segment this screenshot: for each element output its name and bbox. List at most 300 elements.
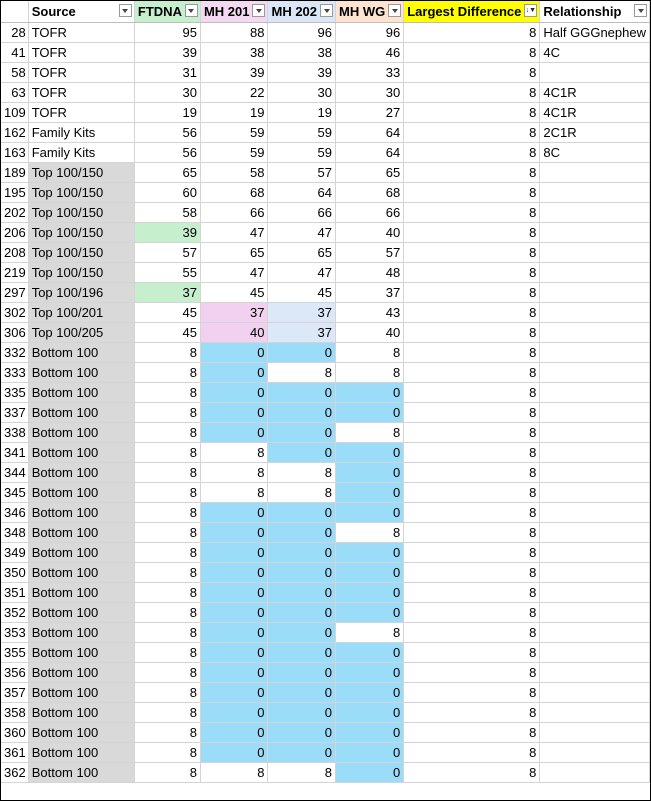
mhwg-cell[interactable]: 8 — [336, 623, 404, 643]
source-cell[interactable]: Bottom 100 — [28, 603, 134, 623]
relationship-cell[interactable] — [540, 463, 650, 483]
mh202-cell[interactable]: 0 — [268, 343, 336, 363]
row-number[interactable]: 355 — [1, 643, 28, 663]
ftdna-cell[interactable]: 8 — [134, 403, 200, 423]
relationship-cell[interactable] — [540, 163, 650, 183]
mhwg-cell[interactable]: 0 — [336, 543, 404, 563]
largest-difference-cell[interactable]: 8 — [404, 123, 540, 143]
relationship-cell[interactable] — [540, 223, 650, 243]
largest-difference-cell[interactable]: 8 — [404, 603, 540, 623]
mhwg-cell[interactable]: 48 — [336, 263, 404, 283]
mh201-cell[interactable]: 0 — [200, 703, 268, 723]
mhwg-cell[interactable]: 8 — [336, 363, 404, 383]
mh201-cell[interactable]: 8 — [200, 443, 268, 463]
source-cell[interactable]: Family Kits — [28, 123, 134, 143]
row-number[interactable]: 332 — [1, 343, 28, 363]
largest-difference-cell[interactable]: 8 — [404, 543, 540, 563]
mhwg-cell[interactable]: 0 — [336, 563, 404, 583]
ftdna-cell[interactable]: 8 — [134, 383, 200, 403]
relationship-cell[interactable] — [540, 603, 650, 623]
mh202-cell[interactable]: 59 — [268, 143, 336, 163]
mh201-cell[interactable]: 19 — [200, 103, 268, 123]
mh201-cell[interactable]: 68 — [200, 183, 268, 203]
ftdna-cell[interactable]: 95 — [134, 23, 200, 43]
ftdna-cell[interactable]: 8 — [134, 663, 200, 683]
mh201-cell[interactable]: 47 — [200, 223, 268, 243]
source-cell[interactable]: Top 100/150 — [28, 163, 134, 183]
largest-difference-cell[interactable]: 8 — [404, 443, 540, 463]
mh201-cell[interactable]: 0 — [200, 603, 268, 623]
ftdna-cell[interactable]: 56 — [134, 143, 200, 163]
mh201-cell[interactable]: 59 — [200, 123, 268, 143]
ftdna-cell[interactable]: 65 — [134, 163, 200, 183]
mh202-cell[interactable]: 0 — [268, 503, 336, 523]
mh202-cell[interactable]: 8 — [268, 363, 336, 383]
row-number[interactable]: 345 — [1, 483, 28, 503]
mh202-cell[interactable]: 19 — [268, 103, 336, 123]
relationship-cell[interactable] — [540, 283, 650, 303]
mhwg-cell[interactable]: 0 — [336, 583, 404, 603]
mh201-cell[interactable]: 0 — [200, 543, 268, 563]
mhwg-cell[interactable]: 8 — [336, 523, 404, 543]
ftdna-cell[interactable]: 8 — [134, 583, 200, 603]
mh202-cell[interactable]: 0 — [268, 743, 336, 763]
mhwg-cell[interactable]: 37 — [336, 283, 404, 303]
ftdna-cell[interactable]: 8 — [134, 723, 200, 743]
ftdna-cell[interactable]: 8 — [134, 463, 200, 483]
mh202-cell[interactable]: 0 — [268, 723, 336, 743]
mhwg-cell[interactable]: 66 — [336, 203, 404, 223]
mhwg-cell[interactable]: 27 — [336, 103, 404, 123]
mh202-cell[interactable]: 0 — [268, 683, 336, 703]
largest-difference-cell[interactable]: 8 — [404, 83, 540, 103]
row-number[interactable]: 302 — [1, 303, 28, 323]
row-number[interactable]: 41 — [1, 43, 28, 63]
row-number[interactable]: 202 — [1, 203, 28, 223]
relationship-cell[interactable] — [540, 203, 650, 223]
largest-difference-cell[interactable]: 8 — [404, 683, 540, 703]
largest-difference-cell[interactable]: 8 — [404, 383, 540, 403]
mh202-cell[interactable]: 8 — [268, 763, 336, 783]
relationship-cell[interactable] — [540, 763, 650, 783]
mh201-cell[interactable]: 88 — [200, 23, 268, 43]
mhwg-cell[interactable]: 65 — [336, 163, 404, 183]
relationship-cell[interactable] — [540, 443, 650, 463]
header-rownum[interactable] — [1, 1, 28, 23]
mhwg-cell[interactable]: 96 — [336, 23, 404, 43]
largest-difference-cell[interactable]: 8 — [404, 523, 540, 543]
mh201-cell[interactable]: 0 — [200, 623, 268, 643]
mh201-cell[interactable]: 0 — [200, 743, 268, 763]
ftdna-cell[interactable]: 39 — [134, 43, 200, 63]
mhwg-cell[interactable]: 8 — [336, 423, 404, 443]
source-cell[interactable]: Top 100/201 — [28, 303, 134, 323]
ftdna-cell[interactable]: 8 — [134, 763, 200, 783]
row-number[interactable]: 109 — [1, 103, 28, 123]
row-number[interactable]: 338 — [1, 423, 28, 443]
relationship-cell[interactable] — [540, 543, 650, 563]
row-number[interactable]: 358 — [1, 703, 28, 723]
relationship-cell[interactable]: 8C — [540, 143, 650, 163]
ftdna-cell[interactable]: 30 — [134, 83, 200, 103]
source-cell[interactable]: Top 100/150 — [28, 183, 134, 203]
ftdna-cell[interactable]: 8 — [134, 363, 200, 383]
mh201-cell[interactable]: 0 — [200, 423, 268, 443]
mh202-cell[interactable]: 0 — [268, 703, 336, 723]
mhwg-cell[interactable]: 68 — [336, 183, 404, 203]
filter-sort-icon[interactable] — [524, 4, 537, 17]
mh201-cell[interactable]: 22 — [200, 83, 268, 103]
relationship-cell[interactable] — [540, 683, 650, 703]
largest-difference-cell[interactable]: 8 — [404, 303, 540, 323]
ftdna-cell[interactable]: 8 — [134, 703, 200, 723]
row-number[interactable]: 344 — [1, 463, 28, 483]
relationship-cell[interactable] — [540, 323, 650, 343]
mh202-cell[interactable]: 0 — [268, 603, 336, 623]
ftdna-cell[interactable]: 8 — [134, 543, 200, 563]
header-mhwg[interactable] — [336, 1, 404, 23]
mh201-cell[interactable]: 0 — [200, 663, 268, 683]
row-number[interactable]: 348 — [1, 523, 28, 543]
source-cell[interactable]: Bottom 100 — [28, 683, 134, 703]
source-cell[interactable]: TOFR — [28, 63, 134, 83]
largest-difference-cell[interactable]: 8 — [404, 243, 540, 263]
relationship-cell[interactable] — [540, 703, 650, 723]
mh202-cell[interactable]: 0 — [268, 523, 336, 543]
header-source[interactable] — [28, 1, 134, 23]
relationship-cell[interactable] — [540, 483, 650, 503]
source-cell[interactable]: Bottom 100 — [28, 483, 134, 503]
ftdna-cell[interactable]: 8 — [134, 743, 200, 763]
ftdna-cell[interactable]: 8 — [134, 603, 200, 623]
ftdna-cell[interactable]: 31 — [134, 63, 200, 83]
relationship-cell[interactable] — [540, 363, 650, 383]
header-largest-difference[interactable] — [404, 1, 540, 23]
header-ftdna[interactable] — [134, 1, 200, 23]
relationship-cell[interactable]: Half GGGnephew — [540, 23, 650, 43]
filter-dropdown-icon[interactable] — [185, 4, 198, 17]
source-cell[interactable]: Bottom 100 — [28, 463, 134, 483]
largest-difference-cell[interactable]: 8 — [404, 463, 540, 483]
relationship-cell[interactable] — [540, 263, 650, 283]
source-cell[interactable]: Top 100/196 — [28, 283, 134, 303]
mh202-cell[interactable]: 0 — [268, 423, 336, 443]
source-cell[interactable]: Bottom 100 — [28, 743, 134, 763]
row-number[interactable]: 219 — [1, 263, 28, 283]
row-number[interactable]: 349 — [1, 543, 28, 563]
row-number[interactable]: 346 — [1, 503, 28, 523]
mh201-cell[interactable]: 8 — [200, 763, 268, 783]
source-cell[interactable]: Top 100/150 — [28, 263, 134, 283]
ftdna-cell[interactable]: 56 — [134, 123, 200, 143]
mh202-cell[interactable]: 0 — [268, 403, 336, 423]
largest-difference-cell[interactable]: 8 — [404, 403, 540, 423]
source-cell[interactable]: TOFR — [28, 23, 134, 43]
row-number[interactable]: 357 — [1, 683, 28, 703]
row-number[interactable]: 356 — [1, 663, 28, 683]
relationship-cell[interactable] — [540, 743, 650, 763]
relationship-cell[interactable] — [540, 663, 650, 683]
ftdna-cell[interactable]: 8 — [134, 503, 200, 523]
largest-difference-cell[interactable]: 8 — [404, 563, 540, 583]
ftdna-cell[interactable]: 45 — [134, 323, 200, 343]
largest-difference-cell[interactable]: 8 — [404, 183, 540, 203]
ftdna-cell[interactable]: 45 — [134, 303, 200, 323]
mhwg-cell[interactable]: 0 — [336, 463, 404, 483]
mh202-cell[interactable]: 39 — [268, 63, 336, 83]
largest-difference-cell[interactable]: 8 — [404, 263, 540, 283]
mh201-cell[interactable]: 37 — [200, 303, 268, 323]
relationship-cell[interactable] — [540, 343, 650, 363]
mhwg-cell[interactable]: 64 — [336, 143, 404, 163]
mh202-cell[interactable]: 8 — [268, 483, 336, 503]
ftdna-cell[interactable]: 57 — [134, 243, 200, 263]
filter-dropdown-icon[interactable] — [252, 4, 265, 17]
mhwg-cell[interactable]: 0 — [336, 383, 404, 403]
source-cell[interactable]: TOFR — [28, 83, 134, 103]
relationship-cell[interactable] — [540, 523, 650, 543]
largest-difference-cell[interactable]: 8 — [404, 363, 540, 383]
mhwg-cell[interactable]: 0 — [336, 443, 404, 463]
largest-difference-cell[interactable]: 8 — [404, 163, 540, 183]
largest-difference-cell[interactable]: 8 — [404, 723, 540, 743]
header-mh202[interactable] — [268, 1, 336, 23]
mh201-cell[interactable]: 0 — [200, 383, 268, 403]
source-cell[interactable]: Top 100/150 — [28, 223, 134, 243]
ftdna-cell[interactable]: 39 — [134, 223, 200, 243]
mh201-cell[interactable]: 38 — [200, 43, 268, 63]
source-cell[interactable]: Top 100/205 — [28, 323, 134, 343]
source-cell[interactable]: Bottom 100 — [28, 363, 134, 383]
relationship-cell[interactable] — [540, 563, 650, 583]
mh202-cell[interactable]: 96 — [268, 23, 336, 43]
row-number[interactable]: 297 — [1, 283, 28, 303]
source-cell[interactable]: Bottom 100 — [28, 663, 134, 683]
source-cell[interactable]: Bottom 100 — [28, 763, 134, 783]
row-number[interactable]: 335 — [1, 383, 28, 403]
mh202-cell[interactable]: 59 — [268, 123, 336, 143]
row-number[interactable]: 333 — [1, 363, 28, 383]
source-cell[interactable]: TOFR — [28, 43, 134, 63]
relationship-cell[interactable] — [540, 63, 650, 83]
row-number[interactable]: 353 — [1, 623, 28, 643]
source-cell[interactable]: TOFR — [28, 103, 134, 123]
row-number[interactable]: 306 — [1, 323, 28, 343]
mhwg-cell[interactable]: 40 — [336, 223, 404, 243]
ftdna-cell[interactable]: 37 — [134, 283, 200, 303]
mh201-cell[interactable]: 39 — [200, 63, 268, 83]
mhwg-cell[interactable]: 8 — [336, 343, 404, 363]
header-relationship[interactable] — [540, 1, 650, 23]
largest-difference-cell[interactable]: 8 — [404, 283, 540, 303]
relationship-cell[interactable] — [540, 183, 650, 203]
ftdna-cell[interactable]: 60 — [134, 183, 200, 203]
mh202-cell[interactable]: 0 — [268, 643, 336, 663]
mh202-cell[interactable]: 45 — [268, 283, 336, 303]
largest-difference-cell[interactable]: 8 — [404, 63, 540, 83]
largest-difference-cell[interactable]: 8 — [404, 583, 540, 603]
relationship-cell[interactable] — [540, 723, 650, 743]
mh202-cell[interactable]: 8 — [268, 463, 336, 483]
ftdna-cell[interactable]: 19 — [134, 103, 200, 123]
filter-dropdown-icon[interactable] — [388, 4, 401, 17]
mhwg-cell[interactable]: 0 — [336, 743, 404, 763]
row-number[interactable]: 195 — [1, 183, 28, 203]
source-cell[interactable]: Bottom 100 — [28, 523, 134, 543]
mhwg-cell[interactable]: 0 — [336, 483, 404, 503]
source-cell[interactable]: Top 100/150 — [28, 203, 134, 223]
largest-difference-cell[interactable]: 8 — [404, 323, 540, 343]
mh201-cell[interactable]: 59 — [200, 143, 268, 163]
mhwg-cell[interactable]: 64 — [336, 123, 404, 143]
mh202-cell[interactable]: 0 — [268, 663, 336, 683]
relationship-cell[interactable]: 4C — [540, 43, 650, 63]
mhwg-cell[interactable]: 0 — [336, 663, 404, 683]
mhwg-cell[interactable]: 0 — [336, 763, 404, 783]
mhwg-cell[interactable]: 46 — [336, 43, 404, 63]
mh201-cell[interactable]: 0 — [200, 403, 268, 423]
source-cell[interactable]: Bottom 100 — [28, 643, 134, 663]
relationship-cell[interactable] — [540, 503, 650, 523]
ftdna-cell[interactable]: 8 — [134, 443, 200, 463]
largest-difference-cell[interactable]: 8 — [404, 503, 540, 523]
row-number[interactable]: 361 — [1, 743, 28, 763]
mhwg-cell[interactable]: 57 — [336, 243, 404, 263]
ftdna-cell[interactable]: 8 — [134, 643, 200, 663]
ftdna-cell[interactable]: 55 — [134, 263, 200, 283]
mh201-cell[interactable]: 0 — [200, 523, 268, 543]
ftdna-cell[interactable]: 58 — [134, 203, 200, 223]
mhwg-cell[interactable]: 0 — [336, 403, 404, 423]
mh202-cell[interactable]: 0 — [268, 383, 336, 403]
relationship-cell[interactable]: 4C1R — [540, 103, 650, 123]
ftdna-cell[interactable]: 8 — [134, 683, 200, 703]
mh201-cell[interactable]: 0 — [200, 563, 268, 583]
mh201-cell[interactable]: 8 — [200, 483, 268, 503]
mh202-cell[interactable]: 0 — [268, 563, 336, 583]
largest-difference-cell[interactable]: 8 — [404, 423, 540, 443]
largest-difference-cell[interactable]: 8 — [404, 643, 540, 663]
row-number[interactable]: 63 — [1, 83, 28, 103]
source-cell[interactable]: Bottom 100 — [28, 423, 134, 443]
mh201-cell[interactable]: 0 — [200, 363, 268, 383]
row-number[interactable]: 208 — [1, 243, 28, 263]
row-number[interactable]: 189 — [1, 163, 28, 183]
mh202-cell[interactable]: 0 — [268, 543, 336, 563]
largest-difference-cell[interactable]: 8 — [404, 483, 540, 503]
largest-difference-cell[interactable]: 8 — [404, 623, 540, 643]
largest-difference-cell[interactable]: 8 — [404, 23, 540, 43]
row-number[interactable]: 351 — [1, 583, 28, 603]
source-cell[interactable]: Bottom 100 — [28, 623, 134, 643]
mh202-cell[interactable]: 66 — [268, 203, 336, 223]
mh201-cell[interactable]: 66 — [200, 203, 268, 223]
mh202-cell[interactable]: 65 — [268, 243, 336, 263]
source-cell[interactable]: Bottom 100 — [28, 723, 134, 743]
source-cell[interactable]: Bottom 100 — [28, 443, 134, 463]
row-number[interactable]: 360 — [1, 723, 28, 743]
largest-difference-cell[interactable]: 8 — [404, 663, 540, 683]
mh201-cell[interactable]: 0 — [200, 343, 268, 363]
mhwg-cell[interactable]: 0 — [336, 683, 404, 703]
mhwg-cell[interactable]: 0 — [336, 503, 404, 523]
relationship-cell[interactable] — [540, 623, 650, 643]
source-cell[interactable]: Bottom 100 — [28, 583, 134, 603]
mhwg-cell[interactable]: 40 — [336, 323, 404, 343]
relationship-cell[interactable] — [540, 583, 650, 603]
mh202-cell[interactable]: 0 — [268, 623, 336, 643]
row-number[interactable]: 341 — [1, 443, 28, 463]
mhwg-cell[interactable]: 0 — [336, 723, 404, 743]
mhwg-cell[interactable]: 30 — [336, 83, 404, 103]
filter-dropdown-icon[interactable] — [119, 4, 132, 17]
mh202-cell[interactable]: 38 — [268, 43, 336, 63]
mh201-cell[interactable]: 45 — [200, 283, 268, 303]
largest-difference-cell[interactable]: 8 — [404, 43, 540, 63]
mh202-cell[interactable]: 37 — [268, 323, 336, 343]
source-cell[interactable]: Bottom 100 — [28, 703, 134, 723]
largest-difference-cell[interactable]: 8 — [404, 203, 540, 223]
source-cell[interactable]: Bottom 100 — [28, 383, 134, 403]
mhwg-cell[interactable]: 0 — [336, 703, 404, 723]
row-number[interactable]: 163 — [1, 143, 28, 163]
mhwg-cell[interactable]: 0 — [336, 603, 404, 623]
mh201-cell[interactable]: 58 — [200, 163, 268, 183]
row-number[interactable]: 352 — [1, 603, 28, 623]
ftdna-cell[interactable]: 8 — [134, 483, 200, 503]
mh202-cell[interactable]: 0 — [268, 583, 336, 603]
row-number[interactable]: 162 — [1, 123, 28, 143]
largest-difference-cell[interactable]: 8 — [404, 223, 540, 243]
mh202-cell[interactable]: 47 — [268, 263, 336, 283]
header-mh201[interactable] — [200, 1, 268, 23]
source-cell[interactable]: Top 100/150 — [28, 243, 134, 263]
relationship-cell[interactable]: 4C1R — [540, 83, 650, 103]
row-number[interactable]: 350 — [1, 563, 28, 583]
source-cell[interactable]: Bottom 100 — [28, 403, 134, 423]
mh202-cell[interactable]: 47 — [268, 223, 336, 243]
mh201-cell[interactable]: 47 — [200, 263, 268, 283]
mh201-cell[interactable]: 65 — [200, 243, 268, 263]
mh202-cell[interactable]: 0 — [268, 443, 336, 463]
relationship-cell[interactable]: 2C1R — [540, 123, 650, 143]
mhwg-cell[interactable]: 33 — [336, 63, 404, 83]
largest-difference-cell[interactable]: 8 — [404, 343, 540, 363]
largest-difference-cell[interactable]: 8 — [404, 703, 540, 723]
relationship-cell[interactable] — [540, 303, 650, 323]
source-cell[interactable]: Family Kits — [28, 143, 134, 163]
largest-difference-cell[interactable]: 8 — [404, 103, 540, 123]
source-cell[interactable]: Bottom 100 — [28, 543, 134, 563]
row-number[interactable]: 337 — [1, 403, 28, 423]
mh201-cell[interactable]: 0 — [200, 723, 268, 743]
mh201-cell[interactable]: 0 — [200, 683, 268, 703]
mh202-cell[interactable]: 57 — [268, 163, 336, 183]
largest-difference-cell[interactable]: 8 — [404, 743, 540, 763]
filter-dropdown-icon[interactable] — [634, 4, 647, 17]
row-number[interactable]: 206 — [1, 223, 28, 243]
relationship-cell[interactable] — [540, 643, 650, 663]
relationship-cell[interactable] — [540, 383, 650, 403]
ftdna-cell[interactable]: 8 — [134, 423, 200, 443]
mh201-cell[interactable]: 0 — [200, 583, 268, 603]
ftdna-cell[interactable]: 8 — [134, 623, 200, 643]
filter-dropdown-icon[interactable] — [320, 4, 333, 17]
largest-difference-cell[interactable]: 8 — [404, 763, 540, 783]
largest-difference-cell[interactable]: 8 — [404, 143, 540, 163]
source-cell[interactable]: Bottom 100 — [28, 503, 134, 523]
ftdna-cell[interactable]: 8 — [134, 563, 200, 583]
